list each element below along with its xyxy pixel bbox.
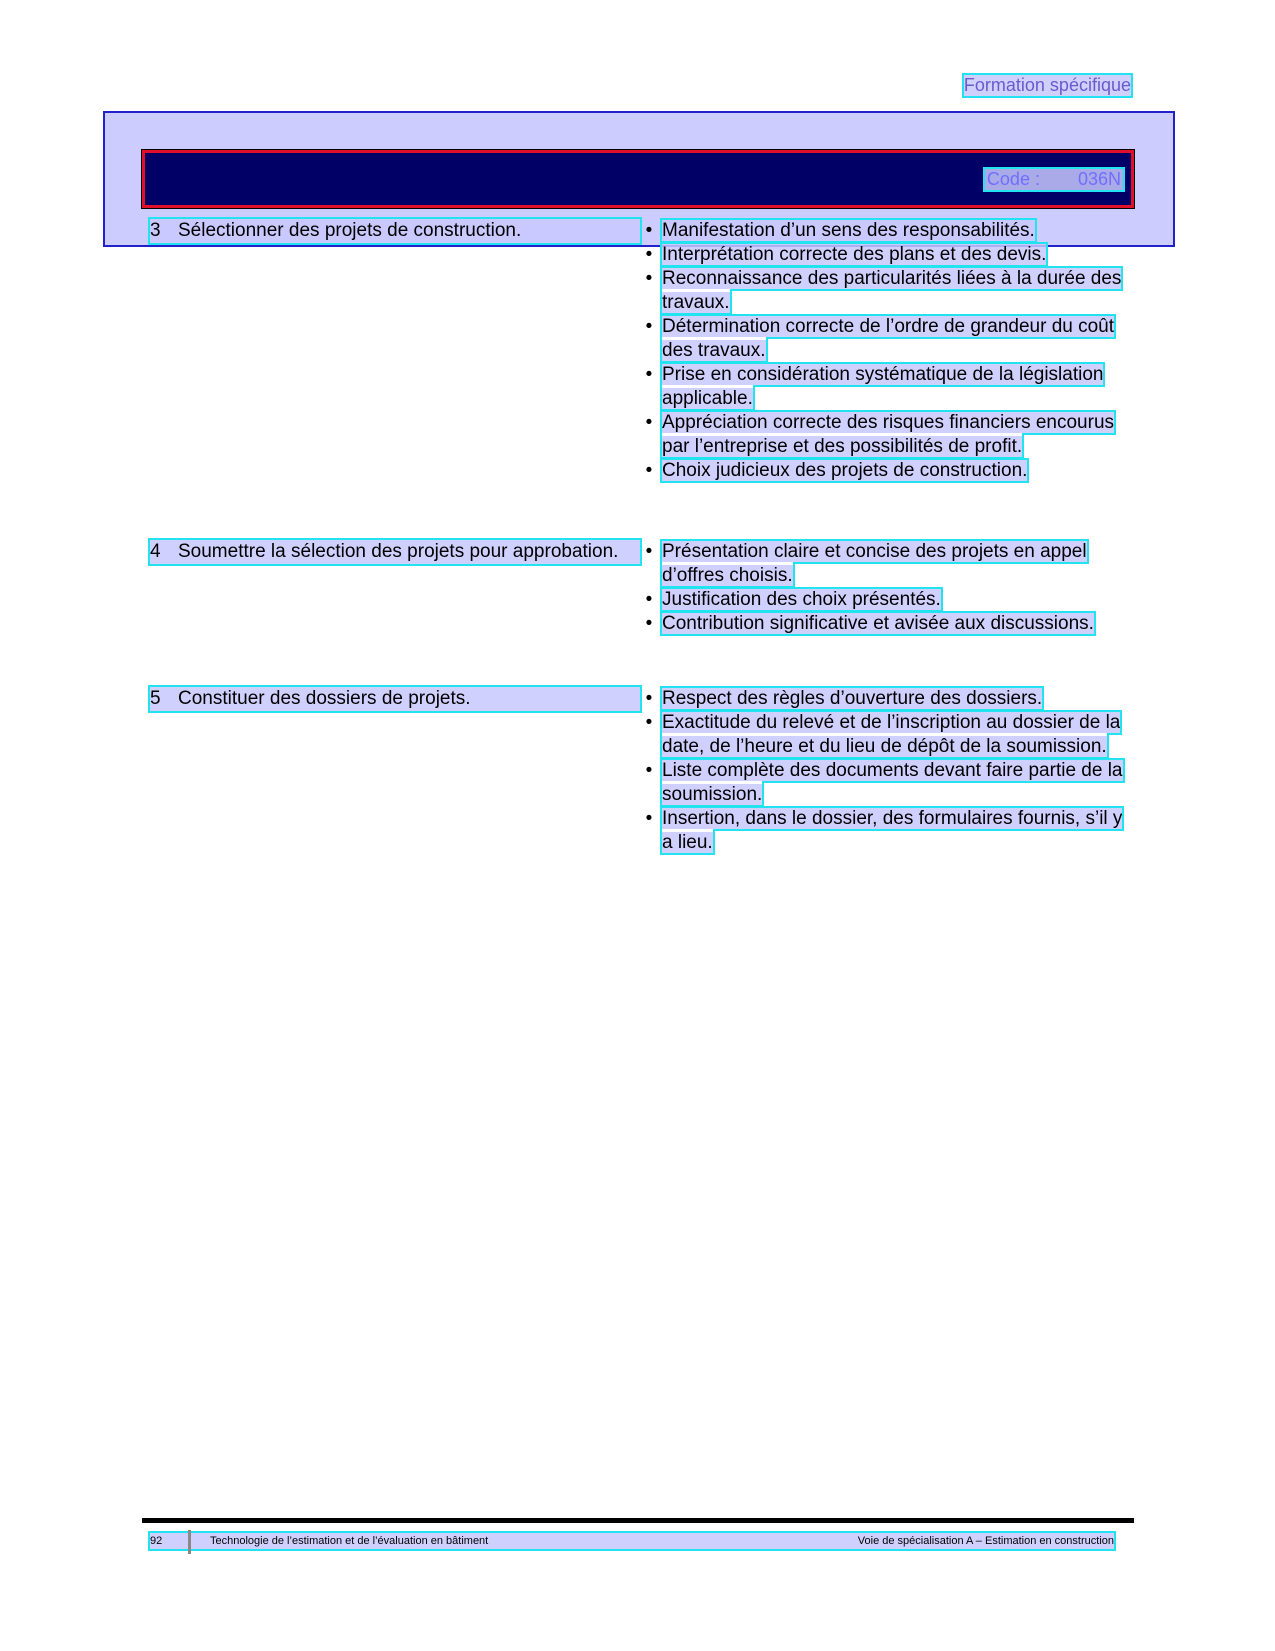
step-5	[150, 687, 640, 711]
page-number: 92	[150, 1535, 163, 1547]
step-4	[150, 540, 640, 564]
step-number: 4	[150, 541, 161, 562]
criteria-list-4	[640, 540, 1130, 636]
step-3	[150, 219, 640, 243]
competency-code	[985, 169, 1123, 190]
bullet-icon: •	[645, 268, 653, 289]
header-label: Formation spécifique	[963, 75, 1131, 95]
criterion-item: • Liste complète des documents devant faire partie de la soumission.	[640, 759, 1130, 807]
criterion-item: • Contribution significative et avisée aux discussions.	[640, 612, 1130, 636]
criterion-item: • Détermination correcte de l’ordre de grandeur du coût des travaux.	[640, 315, 1130, 363]
criterion-item: • Prise en considération systématique de la législation applicable.	[640, 363, 1130, 411]
bullet-icon: •	[645, 688, 653, 709]
bullet-icon: •	[645, 220, 653, 241]
code-label: Code :	[986, 169, 1040, 189]
footer-doc-title: Technologie de l’estimation et de l’évaluation en bâtiment	[210, 1535, 489, 1547]
step-number: 5	[150, 688, 161, 709]
bullet-icon: •	[645, 541, 653, 562]
bullet-icon: •	[645, 244, 653, 265]
criterion-item: • Exactitude du relevé et de l’inscription au dossier de la date, de l’heure et du lieu de dépôt de la soumission.	[640, 711, 1130, 759]
bullet-icon: •	[645, 412, 653, 433]
criteria-list-3	[640, 219, 1130, 483]
bullet-icon: •	[645, 460, 653, 481]
criterion-item: • Interprétation correcte des plans et des devis.	[640, 243, 1130, 267]
bullet-icon: •	[645, 712, 653, 733]
footer-rule	[142, 1518, 1134, 1523]
criterion-item: • Manifestation d’un sens des responsabilités.	[640, 219, 1130, 243]
criterion-item: • Présentation claire et concise des projets en appel d’offres choisis.	[640, 540, 1130, 588]
criteria-list-5	[640, 687, 1130, 855]
criterion-item: • Justification des choix présentés.	[640, 588, 1130, 612]
step-text: Constituer des dossiers de projets.	[178, 688, 471, 709]
competency-title-bar	[142, 150, 1134, 208]
footer-divider	[188, 1530, 191, 1554]
criterion-item: • Respect des règles d’ouverture des dossiers.	[640, 687, 1130, 711]
bullet-icon: •	[645, 760, 653, 781]
criterion-item: • Appréciation correcte des risques financiers encourus par l’entreprise et des possibilités de profit.	[640, 411, 1130, 459]
bullet-icon: •	[645, 316, 653, 337]
bullet-icon: •	[645, 589, 653, 610]
bullet-icon: •	[645, 613, 653, 634]
footer-voie: Voie de spécialisation A – Estimation en construction	[857, 1535, 1114, 1547]
step-text: Sélectionner des projets de construction.	[178, 220, 522, 241]
step-number: 3	[150, 220, 161, 241]
bullet-icon: •	[645, 808, 653, 829]
step-text: Soumettre la sélection des projets pour approbation.	[178, 541, 619, 562]
code-value: 036N	[1077, 169, 1121, 189]
criterion-item: • Reconnaissance des particularités liées à la durée des travaux.	[640, 267, 1130, 315]
criterion-item: • Choix judicieux des projets de construction.	[640, 459, 1130, 483]
page-footer	[150, 1533, 1114, 1549]
criterion-item: • Insertion, dans le dossier, des formulaires fournis, s’il y a lieu.	[640, 807, 1130, 855]
bullet-icon: •	[645, 364, 653, 385]
